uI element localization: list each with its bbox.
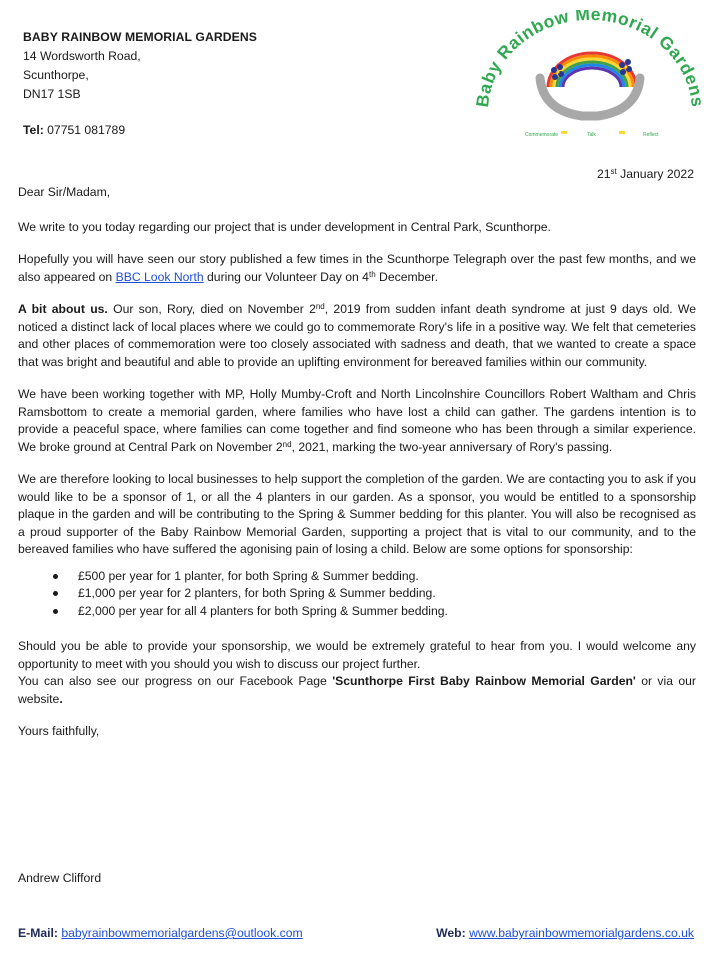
list-item: £1,000 per year for 2 planters, for both Spring & Summer bedding. (53, 585, 696, 603)
salutation: Dear Sir/Madam, (18, 185, 111, 199)
footer-email (18, 926, 303, 940)
logo-tagline-divider (561, 131, 567, 134)
tel-number: 07751 081789 (47, 123, 126, 137)
logo-tagline-divider (619, 131, 625, 134)
bullet-icon (53, 574, 58, 579)
logo-tagline-reflect: Reflect (643, 132, 659, 138)
logo-arc-text: Baby Rainbow Memorial Gardens (471, 10, 708, 109)
web-label: Web: (436, 926, 466, 940)
bullet-icon (53, 609, 58, 614)
paragraph-about-us: A bit about us. Our son, Rory, died on November 2nd, 2019 from sudden infant death syndrome at just 9 days old. We noticed a distinct lack of local places where we could go to commemorate Rory's life in a positive way. We felt that cemeteries and other places of commemoration were too closely associated with sadness and death, that we wanted to create a space that was bright and beautiful and able to provide an uplifting environment for bereaved families within our community. (18, 302, 696, 369)
letter-body (18, 184, 696, 756)
email-label: E-Mail: (18, 926, 58, 940)
logo-tagline-talk: Talk (587, 132, 596, 138)
logo-tagline-commemorate: Commemorate (525, 132, 559, 138)
paragraph-intro: We write to you today regarding our project that is under development in Central Park, Scunthorpe. (18, 219, 551, 234)
list-item: £2,000 per year for all 4 planters for both Spring & Summer bedding. (53, 603, 696, 621)
footer-web (436, 926, 694, 940)
list-item: £500 per year for 1 planter, for both Spring & Summer bedding. (53, 568, 696, 586)
bbc-look-north-link[interactable]: BBC Look North (115, 269, 204, 284)
signer-name: Andrew Clifford (18, 871, 102, 885)
bullet-icon (53, 591, 58, 596)
organisation-logo (470, 10, 710, 145)
paragraph-partners: We have been working together with MP, Holly Mumby-Croft and North Lincolnshire Councillors Robert Waltham and Chris Ramsbottom to create a memorial garden, where families who have lost a child can gather. The gardens intention is to provide a peaceful space, where families can come together and find someone who has been through a similar experience. We broke ground at Central Park on November 2nd, 2021, marking the two-year anniversary of Rory's passing. (18, 387, 696, 454)
address-line-1: 14 Wordsworth Road, (23, 49, 141, 63)
facebook-page-name: 'Scunthorpe First Baby Rainbow Memorial Garden' (332, 674, 636, 688)
address-line-3: DN17 1SB (23, 87, 81, 101)
email-link[interactable]: babyrainbowmemorialgardens@outlook.com (61, 926, 303, 940)
organisation-name: BABY RAINBOW MEMORIAL GARDENS (23, 30, 258, 44)
sponsorship-options-list (18, 568, 696, 621)
letter-date: 21st January 2022 (596, 167, 694, 181)
telephone-line (23, 121, 257, 140)
tel-label: Tel: (23, 123, 44, 137)
paragraph-press: Hopefully you will have seen our story published a few times in the Scunthorpe Telegraph over the past few months, and we also appeared on BBC Look North during our Volunteer Day on 4th December. (18, 252, 696, 284)
paragraph-sponsorship: We are therefore looking to local businesses to help support the completion of the garden. We are contacting you to ask if you would like to be a sponsor of 1, or all the 4 planters in our garden. As a sponsor, you would be entitled to a sponsorship plaque in the garden and will be contributing to the Spring & Summer bedding for this planter. You will also be recognised as a proud supporter of the Baby Rainbow Memorial Garden, supporting a project that is vital to our community, and to the bereaved families who have suffered the agonising pain of losing a child. Below are some options for sponsorship: (18, 472, 696, 556)
website-link[interactable]: www.babyrainbowmemorialgardens.co.uk (469, 926, 694, 940)
sign-off: Yours faithfully, (18, 724, 100, 738)
sender-address-block (23, 28, 257, 140)
rainbow-hands-logo (470, 10, 710, 145)
address-line-2: Scunthorpe, (23, 68, 89, 82)
paragraph-closing: Should you be able to provide your sponsorship, we would be extremely grateful to hear from you. I would welcome any opportunity to meet with you should you wish to discuss our project further. You can also see our progress on our Facebook Page 'Scunthorpe First Baby Rainbow Memorial Garden' or via our website. (18, 639, 696, 706)
